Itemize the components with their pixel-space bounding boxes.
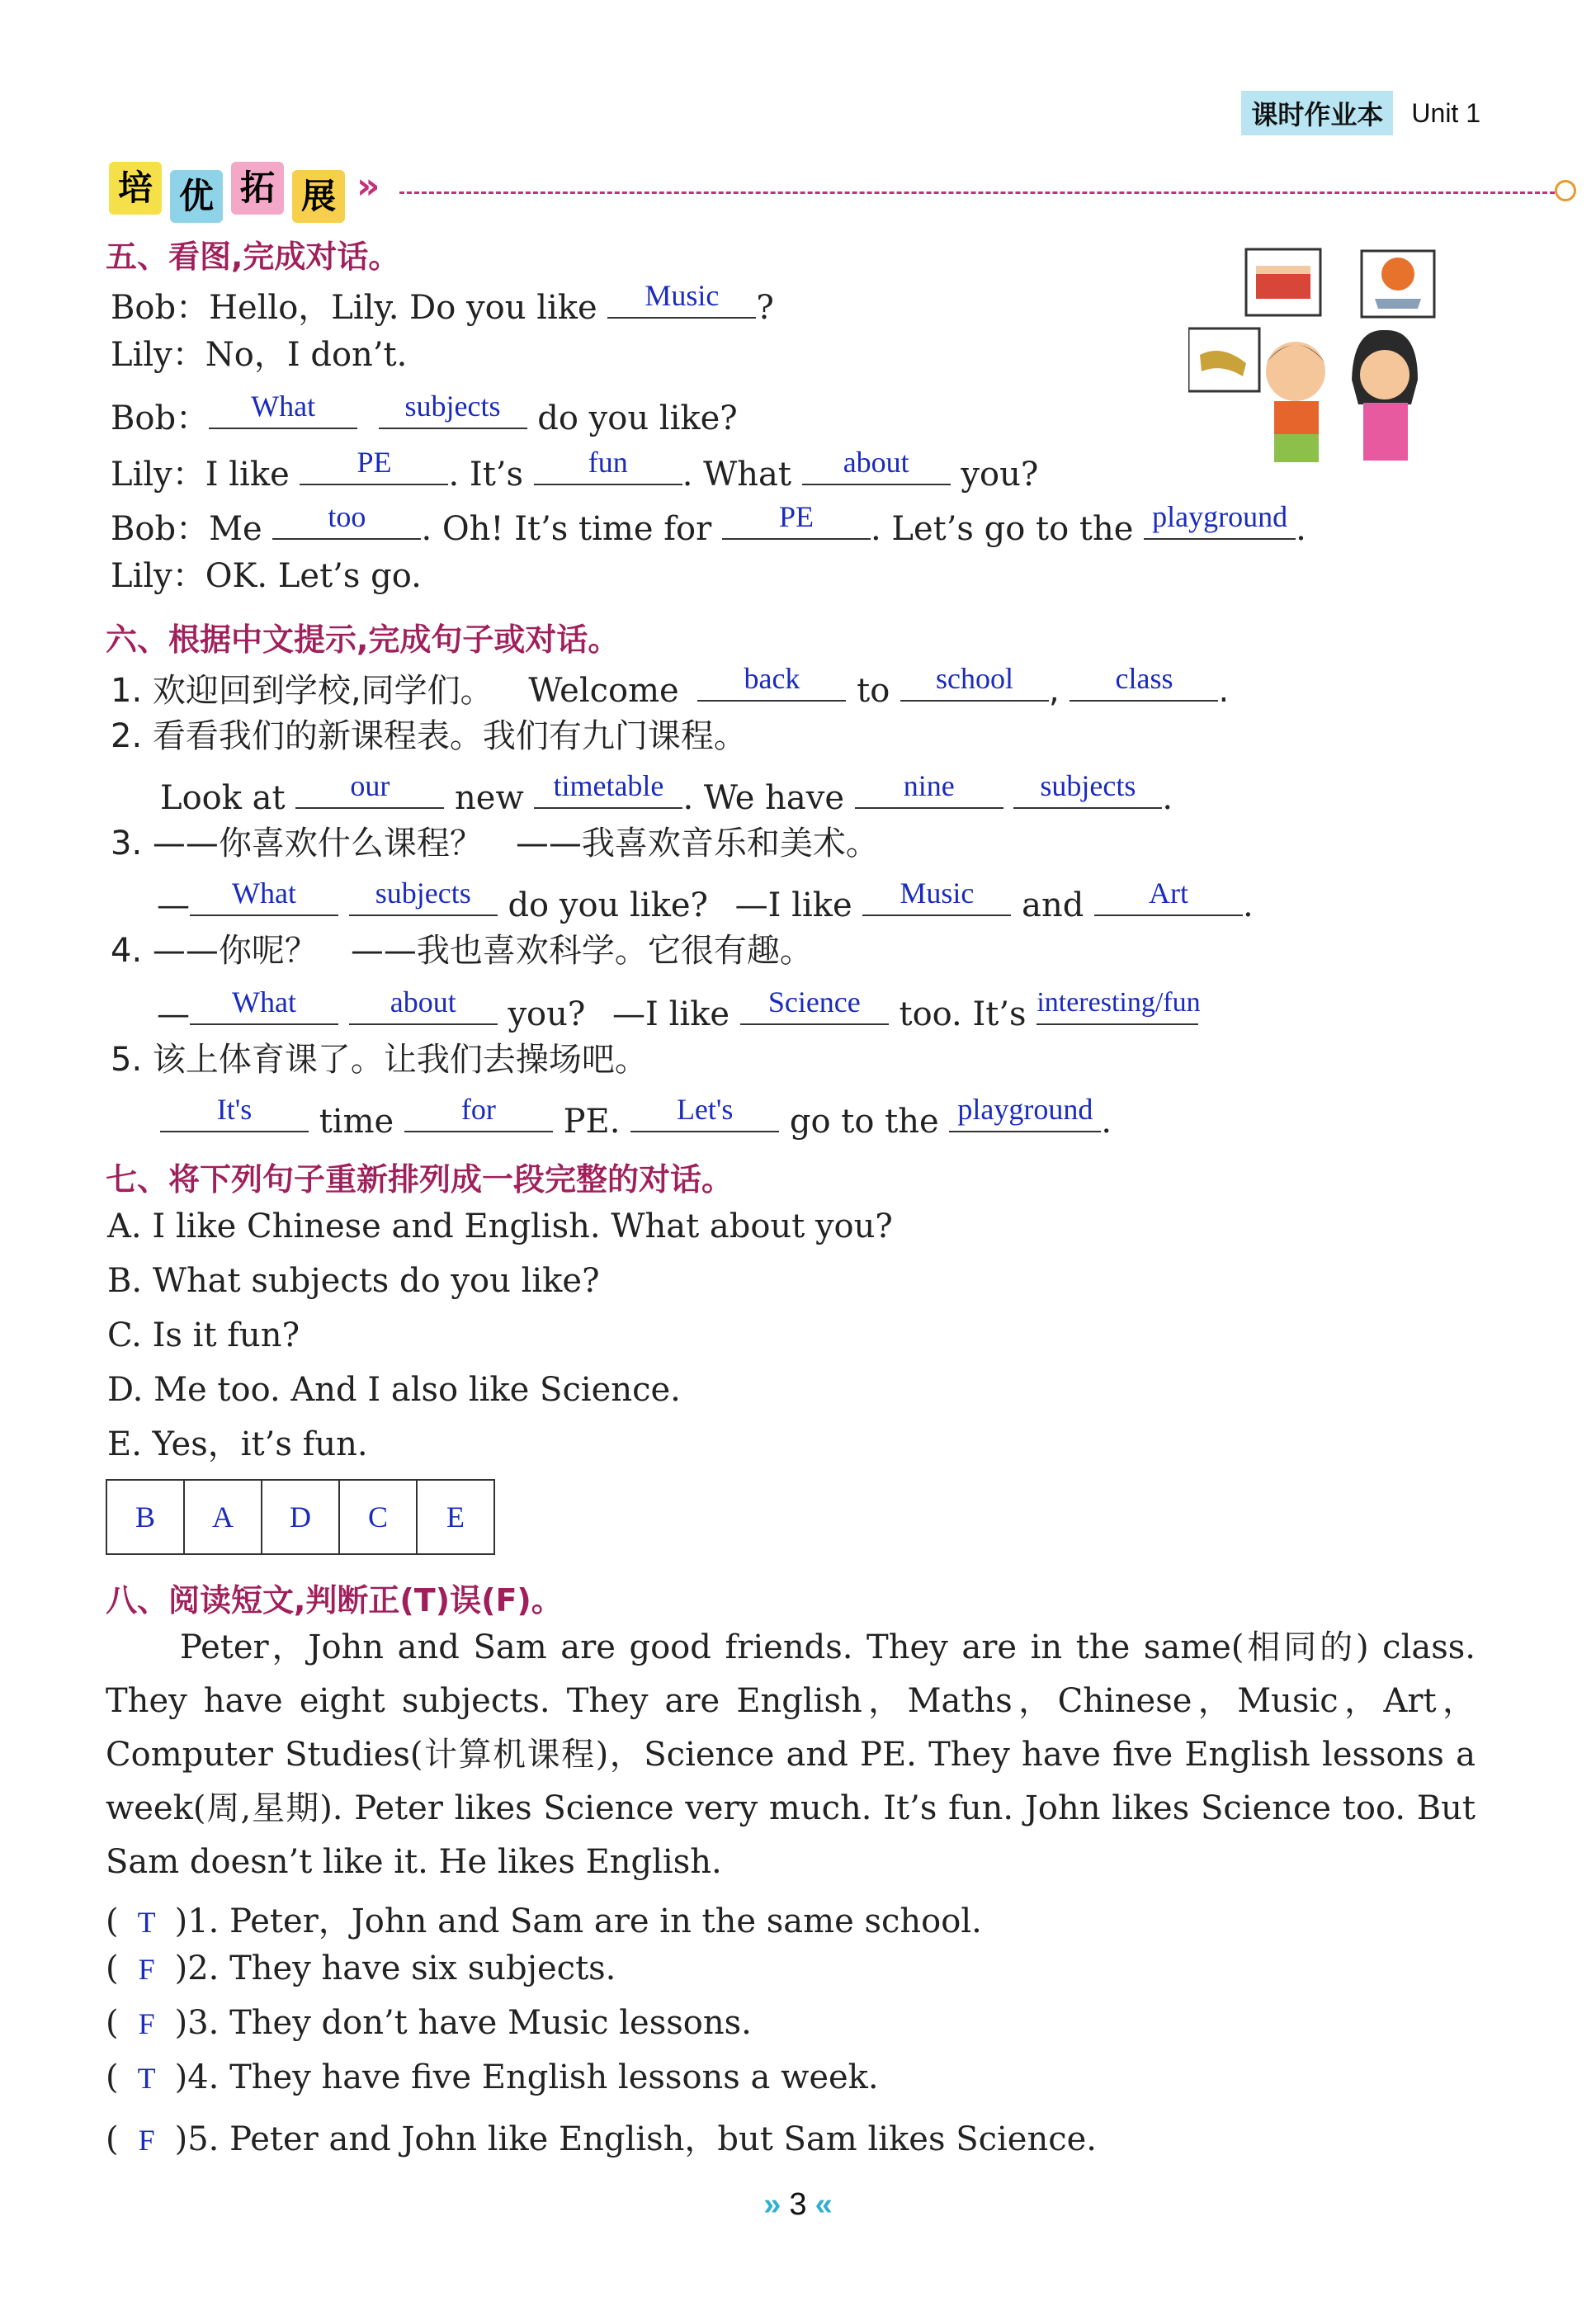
order-cell: D bbox=[262, 1481, 340, 1553]
answer-text: Art bbox=[1149, 876, 1189, 910]
question-text: Welcome bbox=[528, 672, 679, 710]
answer-text: playground bbox=[1152, 499, 1288, 533]
s6-q2-blank-4 bbox=[1013, 768, 1162, 809]
s6-q1-blank-2 bbox=[900, 661, 1049, 702]
answer-text: PE bbox=[357, 445, 392, 479]
question-text: , bbox=[1049, 672, 1060, 710]
question-text: and bbox=[1022, 886, 1084, 924]
s6-q4-blank-1 bbox=[190, 987, 338, 1025]
answer-text: subjects bbox=[375, 876, 471, 910]
answer-text: playground bbox=[957, 1092, 1093, 1126]
answer-text: for bbox=[460, 1092, 496, 1126]
judge-mark: F bbox=[138, 2007, 155, 2040]
judge-item-5: ( F )5. Peter and John like English，but Sam likes Science. bbox=[106, 2120, 1098, 2158]
question-text: . bbox=[1162, 779, 1173, 817]
answer-text: class bbox=[1115, 661, 1173, 695]
s5-blank-pe bbox=[300, 447, 448, 485]
s5-line-1-text: Bob：Hello，Lily. Do you like bbox=[111, 289, 608, 327]
s5-line-5-text: Bob：Me bbox=[111, 510, 273, 548]
answer-text: back bbox=[744, 661, 800, 695]
question-text: time bbox=[319, 1103, 394, 1141]
s6-q3-blank-1 bbox=[190, 878, 338, 916]
banner-divider bbox=[399, 191, 1555, 194]
s6-q2-blank-3 bbox=[855, 768, 1003, 809]
question-text: new bbox=[455, 779, 524, 817]
s5-line-3 bbox=[111, 391, 738, 438]
s5-line-2 bbox=[111, 335, 407, 375]
page-footer bbox=[0, 2187, 1596, 2223]
question-text: . We have bbox=[682, 779, 844, 817]
question-prompt-zh: ——你喜欢什么课程？ ——我喜欢音乐和美术。 bbox=[152, 825, 879, 862]
question-text: . bbox=[1101, 1103, 1112, 1141]
answer-text: our bbox=[350, 768, 390, 802]
question-number: 3. bbox=[111, 825, 143, 862]
s7-item-a: A. I like Chinese and English. What about you? bbox=[107, 1207, 893, 1245]
judge-text: )3. They don’t have Music lessons. bbox=[174, 2004, 752, 2042]
answer-text: What bbox=[232, 985, 296, 1018]
judge-item-3: ( F )3. They don’t have Music lessons. bbox=[106, 2004, 752, 2042]
banner-tag-3: 拓 bbox=[231, 162, 284, 215]
banner-end-icon bbox=[1555, 180, 1576, 201]
reading-passage: Peter，John and Sam are good friends. They are in the same(相同的) class. They have eight subjects. They are English，Maths，Chinese，Music，Art，Computer Studies(计算机课程)，Science and PE. They have five English lessons a week(周,星期). Peter likes Science very much. It’s fun. John likes Science too. But Sam doesn’t like it. He likes English. bbox=[106, 1628, 1476, 1881]
question-prompt-zh: 看看我们的新课程表。我们有九门课程。 bbox=[152, 717, 747, 755]
order-cell: C bbox=[340, 1481, 418, 1553]
question-prompt-zh: 欢迎回到学校,同学们。 bbox=[152, 672, 493, 710]
question-text: . bbox=[1218, 672, 1230, 710]
s5-line-6-text: Lily：OK. Let’s go. bbox=[111, 557, 422, 595]
judge-text: )4. They have five English lessons a week. bbox=[174, 2058, 879, 2096]
s5-line-6 bbox=[111, 556, 422, 596]
answer-text: What bbox=[232, 876, 296, 910]
order-answer-grid bbox=[106, 1479, 495, 1555]
s5-line-2-text: Lily：No，I don’t. bbox=[111, 336, 408, 374]
s6-q5-blank-3 bbox=[630, 1094, 779, 1132]
s6-q3-blank-4 bbox=[1094, 878, 1243, 916]
answer-text: subjects bbox=[404, 389, 501, 423]
section-8-title: 八、阅读短文,判断正(T)误(F)。 bbox=[106, 1582, 563, 1619]
answer-text: school bbox=[936, 661, 1014, 695]
s6-q5-prompt bbox=[111, 1040, 648, 1080]
question-text: —I like bbox=[612, 995, 730, 1033]
judge-mark: T bbox=[137, 1906, 156, 1939]
page-number: 3 bbox=[789, 2187, 807, 2222]
s5-line-1-end: ? bbox=[756, 289, 774, 327]
s6-q3-answer bbox=[157, 878, 1254, 925]
s6-q5-blank-1 bbox=[160, 1094, 309, 1132]
s5-line-5 bbox=[111, 499, 1306, 549]
answer-text: Let's bbox=[676, 1092, 734, 1126]
s5-line-4-mid1: . It’s bbox=[448, 456, 534, 494]
judge-mark: T bbox=[137, 2062, 156, 2095]
s5-blank-fun bbox=[534, 447, 682, 485]
book-title: 课时作业本 bbox=[1241, 91, 1393, 135]
s7-item-c: C. Is it fun? bbox=[107, 1316, 300, 1354]
answer-text: nine bbox=[903, 768, 955, 802]
s6-q5-blank-4 bbox=[949, 1094, 1101, 1132]
page-header bbox=[1241, 91, 1480, 135]
answer-text: What bbox=[251, 389, 316, 423]
question-text: — bbox=[157, 886, 190, 924]
order-cell: B bbox=[107, 1481, 185, 1553]
answer-text: fun bbox=[588, 445, 628, 479]
banner-tag-4: 展 bbox=[292, 170, 345, 223]
section-5-title: 五、看图,完成对话。 bbox=[106, 239, 400, 275]
question-text: too. It’s bbox=[899, 995, 1027, 1033]
kids-subjects-illustration bbox=[1188, 248, 1461, 464]
question-text: Look at bbox=[160, 779, 286, 817]
banner-tag-1: 培 bbox=[109, 162, 162, 215]
s5-line-4 bbox=[111, 447, 1038, 494]
s5-blank-what bbox=[209, 391, 357, 429]
question-prompt-zh: ——你呢？ ——我也喜欢科学。它很有趣。 bbox=[152, 932, 813, 970]
answer-text: Science bbox=[767, 985, 861, 1018]
s5-line-3-text: Bob： bbox=[111, 399, 210, 437]
s6-q3-prompt bbox=[111, 824, 879, 863]
s7-item-b: B. What subjects do you like? bbox=[107, 1262, 600, 1300]
question-number: 1. bbox=[111, 672, 143, 710]
answer-text: Music bbox=[900, 876, 975, 910]
s6-q5-blank-2 bbox=[404, 1094, 553, 1132]
judge-text: )5. Peter and John like English，but Sam likes Science. bbox=[174, 2120, 1098, 2158]
judge-item-1: ( T )1. Peter，John and Sam are in the same school. bbox=[106, 1902, 982, 1940]
section-7-title: 七、将下列句子重新排列成一段完整的对话。 bbox=[106, 1161, 734, 1198]
answer-text: too bbox=[328, 499, 366, 533]
question-text: you? bbox=[508, 995, 586, 1033]
s5-blank-music bbox=[607, 278, 756, 319]
question-text: — bbox=[157, 995, 190, 1033]
s5-blank-about bbox=[802, 447, 951, 485]
question-number: 2. bbox=[111, 717, 143, 755]
question-prompt-zh: 该上体育课了。让我们去操场吧。 bbox=[152, 1041, 648, 1079]
answer-text: Music bbox=[645, 278, 720, 312]
question-text: to bbox=[857, 672, 890, 710]
judge-item-2: ( F )2. They have six subjects. bbox=[106, 1949, 616, 1987]
s5-blank-pe-2 bbox=[722, 499, 871, 540]
judge-text: )1. Peter，John and Sam are in the same school. bbox=[174, 1902, 982, 1940]
answer-text: about bbox=[390, 985, 456, 1018]
unit-label: Unit 1 bbox=[1411, 97, 1480, 128]
s6-q1 bbox=[111, 661, 1230, 711]
answer-text: about bbox=[843, 445, 909, 479]
banner-arrow-icon: » bbox=[357, 165, 380, 207]
s7-item-e: E. Yes，it’s fun. bbox=[107, 1425, 368, 1463]
answer-text: interesting/fun bbox=[1036, 987, 1201, 1018]
s6-q1-blank-3 bbox=[1070, 661, 1218, 702]
section-banner bbox=[109, 162, 1479, 220]
answer-text: It's bbox=[216, 1092, 253, 1126]
s5-line-3-end: do you like? bbox=[526, 399, 738, 437]
s6-q4-prompt bbox=[111, 931, 813, 971]
question-text: go to the bbox=[789, 1103, 939, 1141]
s6-q2-prompt bbox=[111, 716, 747, 756]
s5-blank-playground bbox=[1144, 499, 1296, 540]
s5-blank-subjects bbox=[379, 391, 527, 429]
s5-blank-too bbox=[272, 499, 421, 540]
s5-line-5-mid1: . Oh! It’s time for bbox=[421, 510, 722, 548]
question-text: —I like bbox=[734, 886, 852, 924]
question-text: . bbox=[1243, 886, 1254, 924]
s6-q4-blank-2 bbox=[349, 987, 498, 1025]
s5-line-5-end: . bbox=[1296, 510, 1306, 548]
judge-text: )2. They have six subjects. bbox=[174, 1949, 616, 1987]
s6-q2-answer bbox=[160, 768, 1173, 818]
s6-q4-blank-3 bbox=[740, 987, 889, 1025]
s6-q5-answer bbox=[160, 1094, 1112, 1141]
s6-q3-blank-2 bbox=[349, 878, 498, 916]
question-number: 5. bbox=[111, 1041, 143, 1079]
s6-q4-answer bbox=[157, 985, 1201, 1034]
s6-q1-blank-1 bbox=[697, 661, 846, 702]
order-cell: E bbox=[446, 1500, 465, 1534]
order-cell: A bbox=[185, 1481, 262, 1553]
banner-tag-2: 优 bbox=[170, 170, 223, 223]
answer-text: timetable bbox=[553, 768, 664, 802]
s6-q4-blank-4 bbox=[1036, 987, 1201, 1025]
question-text: PE. bbox=[563, 1103, 621, 1141]
chevron-right-icon: » bbox=[763, 2187, 781, 2222]
s5-line-1 bbox=[111, 278, 774, 328]
judge-item-4: ( T )4. They have five English lessons a week. bbox=[106, 2058, 879, 2096]
judge-mark: F bbox=[138, 1953, 155, 1986]
s5-line-4-mid2: . What bbox=[682, 456, 802, 494]
question-number: 4. bbox=[111, 932, 143, 970]
s6-q2-blank-1 bbox=[295, 768, 444, 809]
s5-line-4-text: Lily：I like bbox=[111, 456, 300, 494]
judge-mark: F bbox=[138, 2124, 155, 2157]
answer-text: subjects bbox=[1040, 768, 1136, 802]
s6-q3-blank-3 bbox=[862, 878, 1011, 916]
s6-q2-blank-2 bbox=[534, 768, 682, 809]
s7-item-d: D. Me too. And I also like Science. bbox=[107, 1371, 681, 1409]
s5-line-5-mid2: . Let’s go to the bbox=[870, 510, 1145, 548]
section-6-title: 六、根据中文提示,完成句子或对话。 bbox=[106, 621, 620, 658]
s5-line-4-end: you? bbox=[950, 456, 1039, 494]
question-text: do you like? bbox=[508, 886, 708, 924]
chevron-left-icon: « bbox=[815, 2187, 833, 2222]
answer-text: PE bbox=[778, 499, 814, 533]
